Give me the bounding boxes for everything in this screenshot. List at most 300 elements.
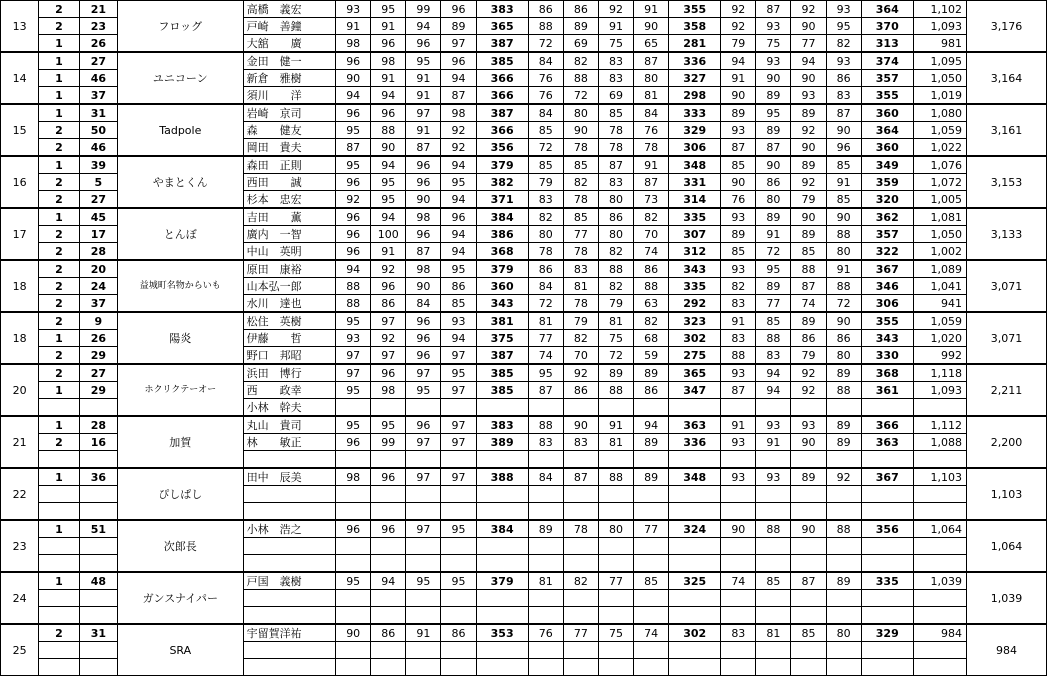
series-score	[598, 659, 633, 676]
series-score: 72	[528, 35, 563, 53]
series-score: 85	[791, 243, 826, 261]
series-score: 81	[528, 312, 563, 330]
series-score: 90	[721, 174, 756, 191]
series-score: 93	[756, 18, 791, 35]
shooter-number-cell: 27	[79, 364, 117, 382]
series-score: 93	[336, 0, 371, 18]
stage-total	[476, 486, 528, 503]
series-score	[826, 399, 861, 417]
series-score: 76	[528, 87, 563, 105]
series-score	[563, 659, 598, 676]
series-score	[756, 607, 791, 625]
table-row	[1, 468, 1047, 486]
series-score: 77	[634, 520, 669, 538]
shooter-number-cell: 24	[79, 278, 117, 295]
series-score: 95	[336, 572, 371, 590]
team-rank: 15	[1, 104, 39, 156]
series-score	[826, 555, 861, 573]
series-score	[826, 642, 861, 659]
series-score: 96	[441, 208, 476, 226]
series-score: 88	[721, 347, 756, 365]
division-cell	[39, 590, 79, 607]
series-score	[756, 555, 791, 573]
stage-total: 347	[669, 382, 721, 399]
division-cell: 1	[39, 520, 79, 538]
series-score: 92	[371, 260, 406, 278]
series-score	[563, 503, 598, 521]
series-score: 90	[791, 208, 826, 226]
division-cell: 2	[39, 191, 79, 209]
series-score	[336, 538, 371, 555]
series-score	[371, 399, 406, 417]
series-score: 81	[598, 312, 633, 330]
series-score: 87	[756, 0, 791, 18]
shooter-number-cell: 37	[79, 87, 117, 105]
stage-total	[476, 503, 528, 521]
shooter-total: 1,039	[913, 572, 966, 590]
series-score	[371, 659, 406, 676]
stage-total: 336	[669, 434, 721, 451]
stage-total	[861, 451, 913, 469]
stage-total	[476, 642, 528, 659]
shooter-number-cell: 27	[79, 52, 117, 70]
shooter-name: 森田 正則	[243, 156, 336, 174]
series-score: 82	[721, 278, 756, 295]
stage-total: 307	[669, 226, 721, 243]
table-row	[1, 416, 1047, 434]
series-score	[406, 451, 441, 469]
series-score: 96	[441, 52, 476, 70]
series-score: 86	[826, 330, 861, 347]
series-score	[634, 590, 669, 607]
stage-total: 343	[476, 295, 528, 313]
shooter-name: 田中 辰美	[243, 468, 336, 486]
stage-total: 302	[669, 330, 721, 347]
team-total: 3,164	[967, 52, 1047, 104]
series-score: 93	[721, 434, 756, 451]
series-score: 95	[336, 416, 371, 434]
series-score: 88	[826, 382, 861, 399]
series-score: 85	[634, 572, 669, 590]
series-score: 93	[826, 52, 861, 70]
stage-total: 348	[669, 156, 721, 174]
shooter-total	[913, 659, 966, 676]
stage-total: 335	[669, 278, 721, 295]
series-score	[721, 642, 756, 659]
shooter-total	[913, 590, 966, 607]
series-score	[441, 555, 476, 573]
series-score	[756, 659, 791, 676]
shooter-name	[243, 659, 336, 676]
series-score: 82	[598, 243, 633, 261]
series-score: 98	[406, 208, 441, 226]
stage-total	[669, 642, 721, 659]
series-score: 83	[598, 70, 633, 87]
shooter-name	[243, 503, 336, 521]
shooter-total: 1,102	[913, 0, 966, 18]
team-name: ガンスナイパー	[118, 572, 244, 624]
series-score	[598, 555, 633, 573]
series-score: 95	[406, 52, 441, 70]
series-score	[371, 503, 406, 521]
shooter-number-cell	[79, 503, 117, 521]
series-score: 95	[371, 416, 406, 434]
stage-total	[476, 555, 528, 573]
stage-total: 374	[861, 52, 913, 70]
series-score: 94	[371, 572, 406, 590]
series-score	[528, 399, 563, 417]
series-score	[441, 486, 476, 503]
series-score	[336, 451, 371, 469]
series-score	[791, 486, 826, 503]
team-name: フロッグ	[118, 0, 244, 52]
series-score	[826, 659, 861, 676]
series-score	[528, 607, 563, 625]
stage-total: 298	[669, 87, 721, 105]
series-score: 70	[563, 347, 598, 365]
table-row	[1, 572, 1047, 590]
stage-total: 361	[861, 382, 913, 399]
series-score: 93	[756, 52, 791, 70]
team-name: ぴしぱし	[118, 468, 244, 520]
series-score	[528, 503, 563, 521]
stage-total: 356	[861, 520, 913, 538]
shooter-total: 1,072	[913, 174, 966, 191]
series-score: 91	[371, 18, 406, 35]
shooter-total: 1,080	[913, 104, 966, 122]
series-score: 89	[634, 434, 669, 451]
stage-total: 382	[476, 174, 528, 191]
team-total: 984	[967, 624, 1047, 676]
shooter-name: 金田 健一	[243, 52, 336, 70]
series-score: 84	[528, 468, 563, 486]
series-score: 81	[634, 87, 669, 105]
stage-total: 379	[476, 156, 528, 174]
series-score: 87	[406, 139, 441, 157]
series-score	[441, 399, 476, 417]
series-score: 91	[406, 122, 441, 139]
shooter-name: 森 健友	[243, 122, 336, 139]
stage-total: 366	[476, 87, 528, 105]
team-name: SRA	[118, 624, 244, 676]
series-score	[406, 399, 441, 417]
series-score: 91	[826, 174, 861, 191]
series-score: 93	[791, 416, 826, 434]
shooter-number-cell: 28	[79, 416, 117, 434]
shooter-total: 1,081	[913, 208, 966, 226]
shooter-name	[243, 642, 336, 659]
shooter-number-cell: 17	[79, 226, 117, 243]
series-score	[634, 659, 669, 676]
series-score: 77	[563, 624, 598, 642]
stage-total: 388	[476, 468, 528, 486]
series-score	[634, 503, 669, 521]
stage-total: 367	[861, 260, 913, 278]
series-score: 94	[441, 243, 476, 261]
series-score: 72	[756, 243, 791, 261]
shooter-number-cell: 20	[79, 260, 117, 278]
stage-total	[861, 399, 913, 417]
series-score: 89	[756, 208, 791, 226]
stage-total: 371	[476, 191, 528, 209]
series-score: 77	[528, 330, 563, 347]
series-score: 94	[336, 87, 371, 105]
series-score: 82	[528, 208, 563, 226]
series-score: 91	[371, 243, 406, 261]
series-score: 94	[756, 364, 791, 382]
series-score	[634, 486, 669, 503]
series-score: 92	[441, 139, 476, 157]
series-score: 96	[406, 312, 441, 330]
series-score: 87	[791, 278, 826, 295]
series-score	[721, 590, 756, 607]
series-score: 77	[756, 295, 791, 313]
stage-total: 357	[861, 226, 913, 243]
series-score: 83	[563, 260, 598, 278]
shooter-total: 1,089	[913, 260, 966, 278]
series-score: 93	[721, 364, 756, 382]
series-score: 94	[371, 156, 406, 174]
series-score: 94	[721, 52, 756, 70]
shooter-name: 岡田 貴夫	[243, 139, 336, 157]
series-score: 91	[598, 416, 633, 434]
series-score: 83	[826, 87, 861, 105]
series-score: 77	[598, 572, 633, 590]
series-score: 86	[634, 382, 669, 399]
series-score	[441, 538, 476, 555]
shooter-name: 西田 誠	[243, 174, 336, 191]
series-score: 78	[563, 520, 598, 538]
stage-total: 348	[669, 468, 721, 486]
series-score: 82	[826, 35, 861, 53]
shooter-total: 1,095	[913, 52, 966, 70]
shooter-number-cell	[79, 486, 117, 503]
shooter-total	[913, 642, 966, 659]
series-score: 95	[441, 260, 476, 278]
series-score: 88	[563, 70, 598, 87]
stage-total	[476, 590, 528, 607]
series-score: 76	[528, 624, 563, 642]
shooter-name: 新倉 雅樹	[243, 70, 336, 87]
stage-total: 386	[476, 226, 528, 243]
shooter-name: 大舘 廣	[243, 35, 336, 53]
shooter-total: 1,059	[913, 122, 966, 139]
series-score: 88	[598, 382, 633, 399]
team-name: 加賀	[118, 416, 244, 468]
series-score: 88	[756, 520, 791, 538]
team-rank: 18	[1, 260, 39, 312]
series-score: 90	[791, 70, 826, 87]
team-rank: 13	[1, 0, 39, 52]
series-score: 89	[791, 312, 826, 330]
table-row	[1, 0, 1047, 18]
shooter-name: 原田 康裕	[243, 260, 336, 278]
series-score: 77	[791, 35, 826, 53]
series-score: 76	[634, 122, 669, 139]
series-score: 90	[406, 278, 441, 295]
team-name: 益城町名物からいも	[118, 260, 244, 312]
series-score: 72	[826, 295, 861, 313]
division-cell: 2	[39, 260, 79, 278]
stage-total: 384	[476, 208, 528, 226]
division-cell	[39, 451, 79, 469]
shooter-number-cell: 16	[79, 434, 117, 451]
series-score: 96	[336, 52, 371, 70]
stage-total	[861, 590, 913, 607]
series-score: 69	[598, 87, 633, 105]
series-score: 93	[721, 208, 756, 226]
series-score: 91	[634, 156, 669, 174]
team-name: やまとくん	[118, 156, 244, 208]
stage-total: 330	[861, 347, 913, 365]
series-score: 83	[563, 434, 598, 451]
series-score: 81	[756, 624, 791, 642]
shooter-name: 浜田 博行	[243, 364, 336, 382]
series-score: 78	[563, 243, 598, 261]
series-score	[756, 486, 791, 503]
series-score: 95	[441, 572, 476, 590]
series-score: 85	[528, 156, 563, 174]
series-score: 80	[563, 104, 598, 122]
division-cell: 1	[39, 572, 79, 590]
series-score	[598, 607, 633, 625]
series-score: 76	[528, 70, 563, 87]
series-score: 91	[826, 260, 861, 278]
series-score	[826, 590, 861, 607]
series-score	[721, 503, 756, 521]
stage-total: 364	[861, 0, 913, 18]
series-score: 89	[634, 364, 669, 382]
series-score	[791, 659, 826, 676]
series-score: 95	[756, 260, 791, 278]
series-score: 86	[598, 208, 633, 226]
stage-total: 358	[669, 18, 721, 35]
series-score: 88	[528, 416, 563, 434]
stage-total: 363	[861, 434, 913, 451]
division-cell: 1	[39, 416, 79, 434]
series-score	[336, 590, 371, 607]
series-score: 96	[371, 468, 406, 486]
series-score	[406, 659, 441, 676]
series-score: 94	[371, 87, 406, 105]
stage-total: 329	[669, 122, 721, 139]
series-score: 95	[406, 572, 441, 590]
series-score: 89	[563, 18, 598, 35]
series-score: 72	[528, 295, 563, 313]
series-score: 94	[441, 191, 476, 209]
team-total: 3,071	[967, 312, 1047, 364]
series-score: 95	[336, 382, 371, 399]
stage-total: 379	[476, 260, 528, 278]
series-score	[441, 607, 476, 625]
series-score: 89	[791, 156, 826, 174]
shooter-total	[913, 486, 966, 503]
series-score	[791, 503, 826, 521]
stage-total	[861, 607, 913, 625]
series-score: 91	[721, 70, 756, 87]
series-score	[598, 590, 633, 607]
shooter-total: 1,118	[913, 364, 966, 382]
stage-total: 366	[476, 122, 528, 139]
shooter-name: 伊藤 哲	[243, 330, 336, 347]
series-score: 87	[406, 243, 441, 261]
shooter-number-cell: 26	[79, 330, 117, 347]
series-score	[528, 642, 563, 659]
series-score: 75	[598, 330, 633, 347]
series-score: 80	[598, 191, 633, 209]
team-total: 1,103	[967, 468, 1047, 520]
series-score: 83	[528, 191, 563, 209]
series-score: 97	[371, 312, 406, 330]
stage-total: 362	[861, 208, 913, 226]
series-score: 86	[563, 0, 598, 18]
series-score	[406, 590, 441, 607]
series-score: 90	[721, 520, 756, 538]
stage-total: 385	[476, 52, 528, 70]
shooter-name: 戸崎 善鐘	[243, 18, 336, 35]
series-score: 84	[528, 278, 563, 295]
series-score: 97	[406, 364, 441, 382]
series-score	[721, 555, 756, 573]
series-score	[563, 607, 598, 625]
series-score: 100	[371, 226, 406, 243]
stage-total: 364	[861, 122, 913, 139]
shooter-name: 須川 洋	[243, 87, 336, 105]
series-score	[721, 451, 756, 469]
table-row	[1, 260, 1047, 278]
series-score	[598, 642, 633, 659]
stage-total: 323	[669, 312, 721, 330]
stage-total	[476, 451, 528, 469]
team-total: 3,153	[967, 156, 1047, 208]
series-score: 97	[441, 347, 476, 365]
shooter-name: 宇留賀洋祐	[243, 624, 336, 642]
series-score: 87	[598, 156, 633, 174]
series-score: 83	[598, 174, 633, 191]
series-score: 76	[721, 191, 756, 209]
series-score: 92	[791, 364, 826, 382]
series-score: 78	[634, 139, 669, 157]
series-score	[441, 659, 476, 676]
series-score: 87	[721, 139, 756, 157]
series-score: 90	[756, 70, 791, 87]
series-score	[563, 538, 598, 555]
series-score: 91	[406, 87, 441, 105]
team-name: Tadpole	[118, 104, 244, 156]
series-score	[756, 399, 791, 417]
series-score: 90	[634, 18, 669, 35]
series-score: 89	[721, 226, 756, 243]
series-score: 79	[791, 191, 826, 209]
series-score: 78	[598, 139, 633, 157]
stage-total: 343	[861, 330, 913, 347]
shooter-number-cell: 5	[79, 174, 117, 191]
series-score: 89	[441, 18, 476, 35]
series-score: 96	[406, 416, 441, 434]
series-score: 94	[791, 52, 826, 70]
series-score: 88	[336, 278, 371, 295]
series-score: 95	[406, 382, 441, 399]
team-name: 陽炎	[118, 312, 244, 364]
shooter-name: 小林 幹夫	[243, 399, 336, 417]
division-cell	[39, 642, 79, 659]
series-score	[563, 555, 598, 573]
series-score	[441, 451, 476, 469]
series-score	[371, 590, 406, 607]
series-score	[371, 642, 406, 659]
stage-total: 366	[861, 416, 913, 434]
series-score: 96	[406, 156, 441, 174]
